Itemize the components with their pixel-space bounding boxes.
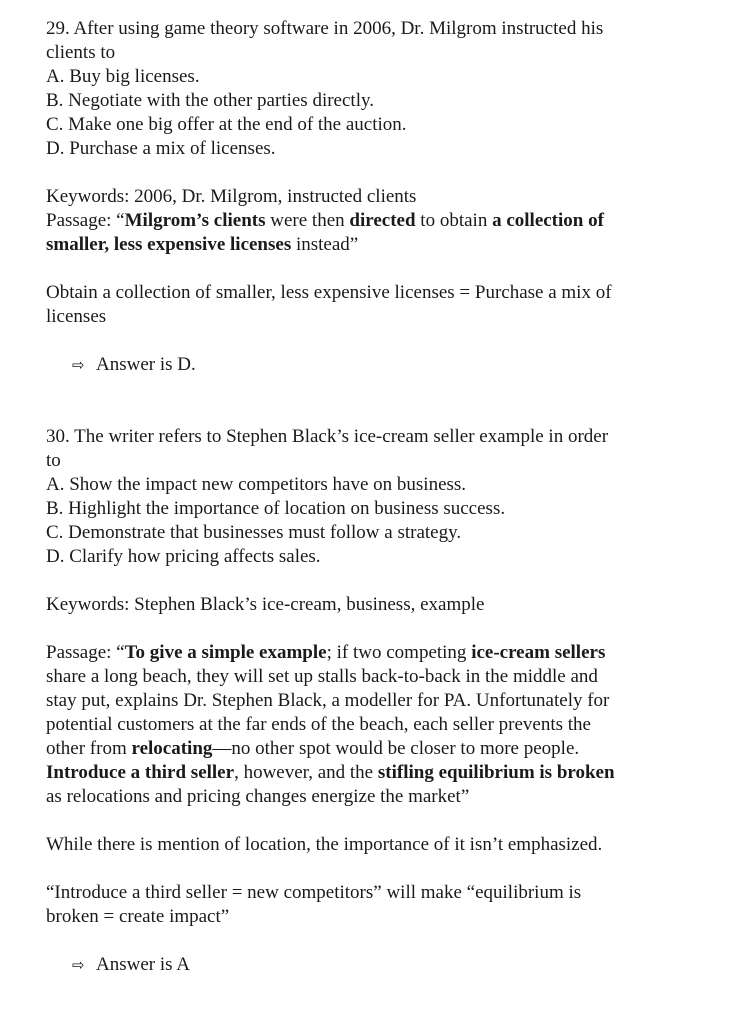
question-text: 29. After using game theory software in 2006, Dr. Milgrom instructed his bbox=[46, 18, 604, 39]
explanation: “Introduce a third seller = new competitors” will make “equilibrium is bbox=[46, 882, 582, 903]
keywords: Keywords: 2006, Dr. Milgrom, instructed clients bbox=[46, 186, 417, 207]
passage-quote: Passage: “To give a simple example; if two competing ice-cream sellers share a long beach, they will set up stalls back-to-back in the middle and stay put, explains Dr. Stephen Black, a modeller for PA. Unfortunately for potential customers at the far ends of the beach, each seller prevents the other from relocating—no other spot would be closer to more people. Introduce a third seller, however, and the stifling equilibrium is broken as relocations and pricing changes energize the market” bbox=[46, 642, 615, 807]
passage-quote: Passage: “Milgrom’s clients were then directed to obtain a collection of smaller, less expensive licenses instead” bbox=[46, 210, 604, 255]
question-30 bbox=[46, 425, 695, 977]
question-text: 30. The writer refers to Stephen Black’s ice-cream seller example in order bbox=[46, 426, 609, 447]
question-29 bbox=[46, 17, 695, 377]
answer-text: Answer is A bbox=[96, 954, 190, 975]
option-a: A. Show the impact new competitors have on business. bbox=[46, 474, 467, 495]
option-b: B. Negotiate with the other parties directly. bbox=[46, 90, 375, 111]
answer-text: Answer is D. bbox=[96, 354, 196, 375]
option-c: C. Make one big offer at the end of the auction. bbox=[46, 114, 407, 135]
keywords: Keywords: Stephen Black’s ice-cream, business, example bbox=[46, 594, 485, 615]
right-arrow-icon: ⇨ bbox=[72, 356, 85, 374]
answer-line bbox=[46, 953, 695, 977]
option-d: D. Clarify how pricing affects sales. bbox=[46, 546, 321, 567]
option-d: D. Purchase a mix of licenses. bbox=[46, 138, 276, 159]
option-c: C. Demonstrate that businesses must follow a strategy. bbox=[46, 522, 462, 543]
right-arrow-icon: ⇨ bbox=[72, 956, 85, 974]
answer-line bbox=[46, 353, 695, 377]
explanation-cont: broken = create impact” bbox=[46, 906, 230, 927]
explanation: Obtain a collection of smaller, less expensive licenses = Purchase a mix of bbox=[46, 282, 612, 303]
note: While there is mention of location, the importance of it isn’t emphasized. bbox=[46, 834, 603, 855]
question-text-cont: clients to bbox=[46, 42, 116, 63]
option-a: A. Buy big licenses. bbox=[46, 66, 200, 87]
question-text-cont: to bbox=[46, 450, 61, 471]
explanation-cont: licenses bbox=[46, 306, 107, 327]
option-b: B. Highlight the importance of location on business success. bbox=[46, 498, 506, 519]
